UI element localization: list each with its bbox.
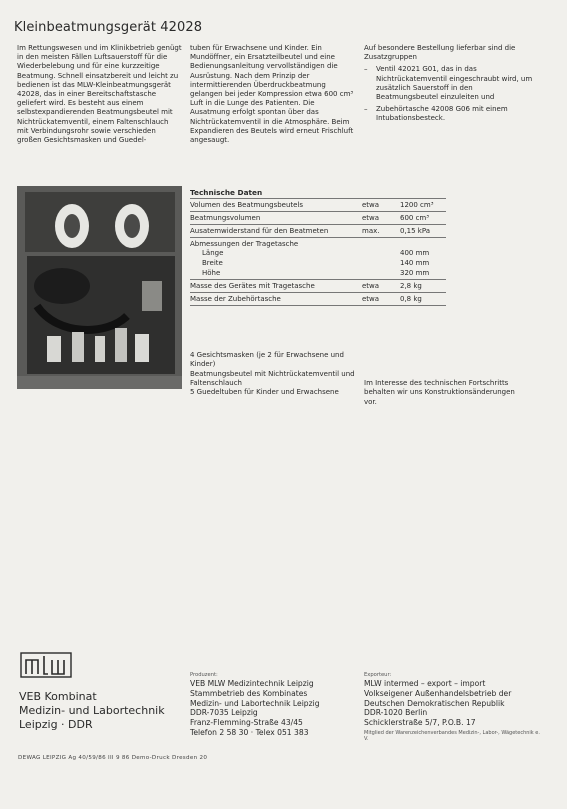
exporter-label: Exporteur: [364,672,392,678]
mlw-logo [20,652,72,678]
dims-label: Abmessungen der Tragetasche [190,240,299,248]
dim-label: Breite [202,259,223,267]
dash-bullet: – [364,105,368,114]
table-row [190,238,446,248]
producer-line: Medizin- und Labortechnik Leipzig [190,698,320,708]
row-value: 0,8 kg [400,295,422,303]
exporter-line: MLW intermed – export – import [364,679,486,688]
membership-note: Mitglied der Warenzeichenverbandes Medizin-, Labor-, Wägetechnik e. V. [364,729,540,743]
producer-block [190,672,350,738]
producer-line: Telefon 2 58 30 · Telex 051 383 [190,727,309,737]
exporter-line: Deutschen Demokratischen Republik [364,698,505,708]
row-label: Masse der Zubehörtasche [190,295,281,303]
company-line: Leipzig · DDR [19,718,93,731]
accessory-item [364,105,534,123]
row-label: Volumen des Beatmungsbeutels [190,201,304,209]
producer-line: Stammbetrieb des Kombinates [190,688,308,698]
intro-column-2: tuben für Erwachsene und Kinder. Ein Mundöffner, ein Ersatzteilbeutel und eine Bedienungsanleitung vervollständigen die Ausrüstung. Nach dem Prinzip der intermittierenden Überdruckbeatmung gelangen bei jeder Kompression etwa 600 cm³ Luft in die Lunge des Patienten. Die Ausatmung erfolgt spontan über das Nichtrückatemventil in die Atmosphäre. Beim Expandieren des Beutels wird erneut Frischluft angesaugt. [190,44,354,145]
intro-column-1: Im Rettungswesen und im Klinikbetrieb genügt in den meisten Fällen Luftsauerstoff für die Wiederbelebung und für eine kurzzeitige Beatmung. Schnell einsatzbereit und leicht zu bedienen ist das MLW-Kleinbeatmungsgerät 42028, das in einer Bereitschaftstasche geliefert wird. Es besteht aus einem selbstexpandierenden Beatmungsbeutel mit Nichtrückatemventil, einem Faltenschlauch mit Verbindungsrohr sowie verschieden großen Gesichtsmasken und Guedel- [17,44,182,145]
row-value: 0,15 kPa [400,227,431,235]
dim-value: 320 mm [400,269,430,277]
accessory-intro: Auf besondere Bestellung lieferbar sind die Zusatzgruppen [364,44,516,62]
change-notice: Im Interesse des technischen Fortschritts behalten wir uns Konstruktionsänderungen vor. [364,379,515,406]
producer-line: Franz-Flemming-Straße 43/45 [190,718,303,728]
dim-value: 140 mm [400,259,430,267]
row-label: Beatmungsvolumen [190,214,261,222]
producer-label: Produzent: [190,672,218,678]
table-row [190,280,446,293]
row-qualifier: etwa [362,214,380,222]
exporter-line: DDR-1020 Berlin [364,708,428,718]
row-value: 1200 cm³ [400,201,434,209]
table-row [190,225,446,238]
tech-data-table [190,198,446,306]
row-value: 2,8 kg [400,282,422,290]
producer-line: DDR-7035 Leipzig [190,708,258,718]
scope-line: 4 Gesichtsmasken (je 2 für Erwachsene und Kinder) [190,351,344,369]
row-label: Masse des Gerätes mit Tragetasche [190,282,315,290]
company-name [19,690,165,732]
row-qualifier: etwa [362,201,380,209]
mlw-logo-mark [20,652,72,678]
dim-label: Höhe [202,269,221,277]
product-photo [17,186,182,389]
table-row [190,198,446,212]
row-value: 600 cm³ [400,214,430,222]
scope-line: 5 Guedeltuben für Kinder und Erwachsene [190,388,339,397]
accessory-item-text: Zubehörtasche 42008 G06 mit einem Intubationsbesteck. [376,105,508,123]
accessory-column [364,44,534,124]
accessory-item-text: Ventil 42021 G01, das in das Nichtrückatemventil eingeschraubt wird, um zusätzlich Sauerstoff in den Beatmungsbeutel einzuleiten und [376,65,533,102]
dim-label: Länge [202,249,224,257]
exporter-block [364,672,544,743]
dim-value: 400 mm [400,249,430,257]
table-row [190,258,446,268]
table-row [190,268,446,280]
table-row [190,212,446,225]
exporter-line: Volkseigener Außenhandelsbetrieb der [364,688,512,698]
exporter-line: Schicklerstraße 5/7, P.O.B. 17 [364,718,476,728]
print-imprint: DEWAG LEIPZIG Ag 40/59/86 III 9 86 Demo-Druck Dresden 20 [18,755,208,761]
scope-of-delivery [190,351,362,397]
scope-line: Beatmungsbeutel mit Nichtrückatemventil und Faltenschlauch [190,369,355,387]
page-title: Kleinbeatmungsgerät 42028 [14,20,203,35]
table-row [190,293,446,306]
dash-bullet: – [364,65,368,74]
row-qualifier: max. [362,227,380,235]
row-qualifier: etwa [362,282,380,290]
company-line: Medizin- und Labortechnik [19,704,165,717]
company-line: VEB Kombinat [19,690,97,703]
accessory-item [364,65,534,102]
product-photo-illustration [17,186,182,389]
producer-line: VEB MLW Medizintechnik Leipzig [190,679,314,688]
table-row [190,248,446,258]
row-qualifier: etwa [362,295,380,303]
tech-data-heading: Technische Daten [190,188,263,197]
row-label: Ausatemwiderstand für den Beatmeten [190,227,329,235]
